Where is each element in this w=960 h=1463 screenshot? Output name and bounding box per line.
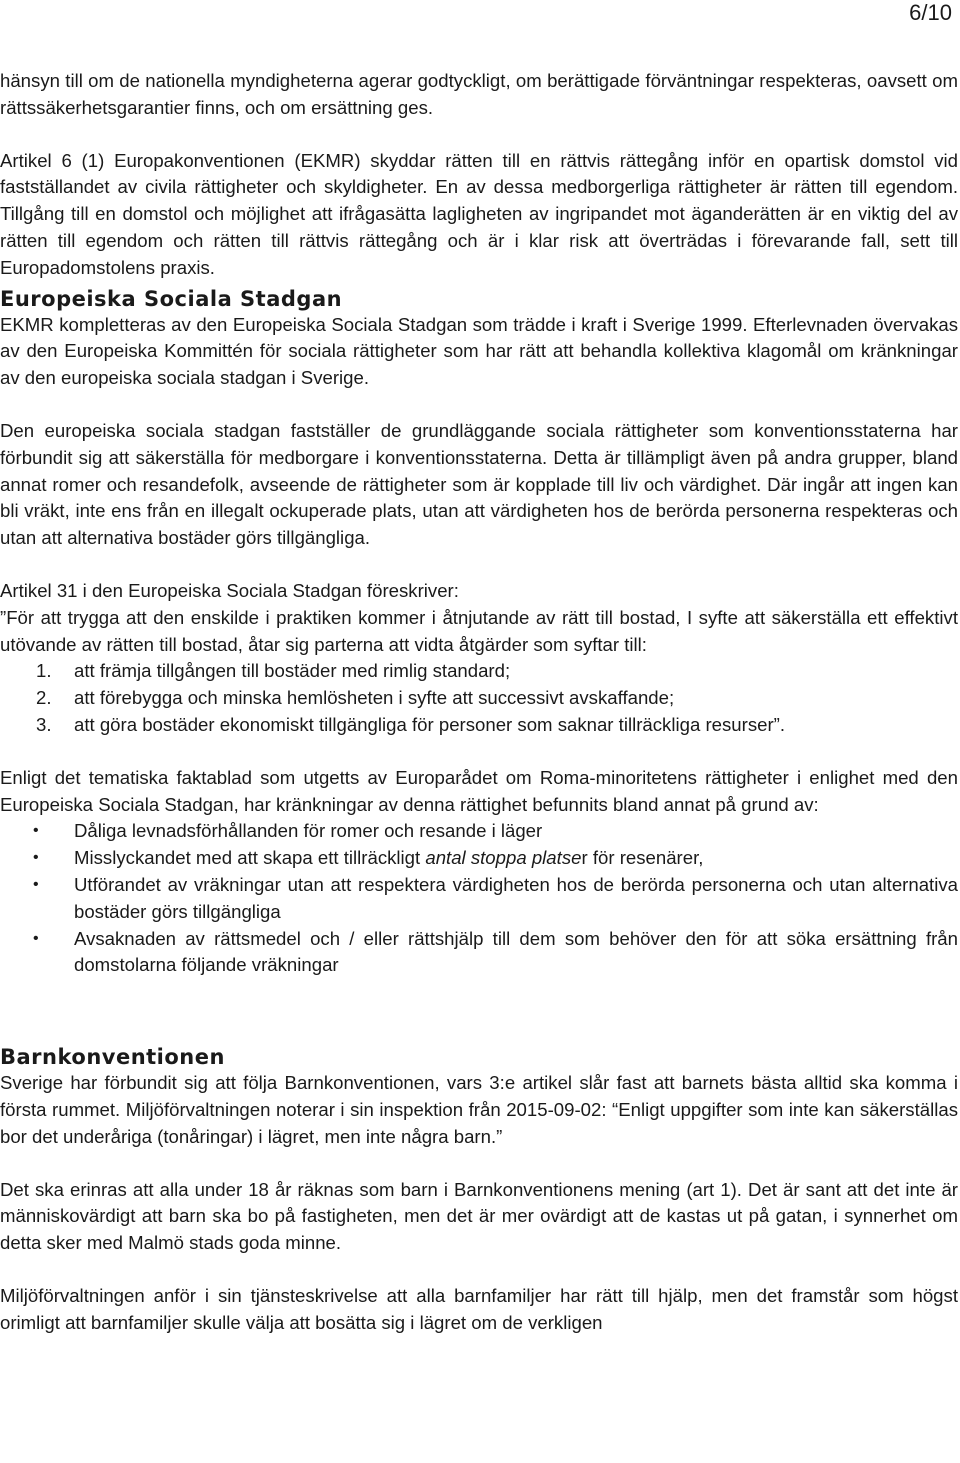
list-number: 1. xyxy=(36,660,52,682)
bullet-icon: • xyxy=(33,929,39,947)
page-number: 6/10 xyxy=(909,0,952,25)
list-item xyxy=(0,658,958,685)
paragraph-intro: hänsyn till om de nationella myndigheterna agerar godtyckligt, om berättigade förväntningar respekteras, oavsett om rättssäkerhetsgarantier finns, och om ersättning ges. xyxy=(0,70,958,118)
list-item xyxy=(0,685,958,712)
document-body xyxy=(0,68,958,1336)
list-item-text-end: r för resenärer, xyxy=(581,847,704,869)
list-item-text-emphasis: antal stoppa platse xyxy=(425,847,582,869)
list-item xyxy=(0,872,958,926)
paragraph-environment-office: Miljöförvaltningen anför i sin tjänsteskrivelse att alla barnfamiljer har rätt till hjälp, men det framstår som högst orimligt att barnfamiljer skulle välja att bosätta sig i lägret om de verkligen xyxy=(0,1284,958,1333)
list-item-text: att förebygga och minska hemlösheten i syfte att successivt avskaffande; xyxy=(74,687,675,709)
list-item-text: att främja tillgången till bostäder med rimlig standard; xyxy=(74,660,511,682)
bullet-icon: • xyxy=(33,875,39,893)
list-item-text: Utförandet av vräkningar utan att respektera värdigheten hos de berörda personerna och utan alternativa bostäder görs tillgängliga xyxy=(74,873,958,922)
bullet-list xyxy=(0,818,958,979)
paragraph-factsheet: Enligt det tematiska faktablad som utgetts av Europarådet om Roma-minoritetens rättigheter i enlighet med den Europeiska Sociala Stadgan, har kränkningar av denna rättighet befunnits bland annat på grund av: xyxy=(0,766,958,815)
list-item-text-start: Misslyckandet med att skapa ett tillräckligt xyxy=(74,847,426,869)
bullet-icon: • xyxy=(33,849,39,867)
paragraph-charter-rights: Den europeiska sociala stadgan fastställer de grundläggande sociala rättigheter som konventionsstaterna har förbundit sig att säkerställa för medborgare i konventionsstaterna. Detta är tillämpligt även på andra grupper, bland annat romer och resandefolk, avseende de rättigheter som är kopplade till liv och värdighet. Där ingår att ingen kan bli vräkt, inte ens från en illegalt ockuperade plats, utan att värdigheten hos de berörda personerna respekteras och utan att alternativa bostäder görs tillgängliga. xyxy=(0,419,958,549)
heading-child-convention: Barnkonventionen xyxy=(0,1045,225,1070)
paragraph-article31-quote: ”För att trygga att den enskilde i praktiken kommer i åtnjutande av rätt till bostad, I syfte att säkerställa ett effektivt utövande av rätten till bostad, åtar sig parterna att vidta åtgärder som syftar till: xyxy=(0,606,958,655)
list-item-text: att göra bostäder ekonomiskt tillgängliga för personer som saknar tillräckliga resurser”. xyxy=(74,713,786,735)
list-item xyxy=(0,712,958,739)
paragraph-article6: Artikel 6 (1) Europakonventionen (EKMR) skyddar rätten till en rättvis rättegång inför en opartisk domstol vid fastställandet av civila rättigheter och skyldigheter. En av dessa medborgerliga rättigheter är rätten till egendom. Tillgång till en domstol och möjlighet att ifrågasätta lagligheten av ingripandet mot äganderätten är en viktig del av rätten till egendom och rätten till rättvis rättegång och är i klar risk att överträdas i förevarande fall, sett till Europadomstolens praxis. xyxy=(0,149,958,278)
numbered-list xyxy=(0,658,958,738)
list-number: 3. xyxy=(36,713,52,735)
heading-european-social-charter: Europeiska Sociala Stadgan xyxy=(0,286,343,311)
paragraph-children-definition: Det ska erinras att alla under 18 år räknas som barn i Barnkonventionens mening (art 1). Det är sant att det inte är människovärdigt att barn ska bo på fastigheten, men det är mer ovärdigt att de kastas ut på gatan, i synnerhet om detta sker med Malmö stads goda minne. xyxy=(0,1178,958,1254)
list-item-text: Dåliga levnadsförhållanden för romer och resande i läger xyxy=(74,820,543,842)
list-item xyxy=(0,926,958,980)
list-item xyxy=(0,845,958,872)
paragraph-article31-intro: Artikel 31 i den Europeiska Sociala Stadgan föreskriver: xyxy=(0,579,459,601)
list-number: 2. xyxy=(36,687,52,709)
list-item xyxy=(0,818,958,845)
list-item-text: Avsaknaden av rättsmedel och / eller rättshjälp till dem som behöver den för att söka ersättning från domstolarna följande vräkningar xyxy=(74,927,958,976)
paragraph-charter-supplement: EKMR kompletteras av den Europeiska Sociala Stadgan som trädde i kraft i Sverige 1999. Efterlevnaden övervakas av den Europeiska Kommittén för sociala rättigheter som har rätt att behandla kollektiva klagomål om kränkningar av den europeiska sociala stadgan i Sverige. xyxy=(0,313,958,389)
bullet-icon: • xyxy=(33,822,39,840)
paragraph-child-convention: Sverige har förbundit sig att följa Barnkonventionen, vars 3:e artikel slår fast att barnets bästa alltid ska komma i första rummet. Miljöförvaltningen noterar i sin inspektion från 2015-09-02: “Enligt uppgifter som inte kan säkerställas bor det underåriga (tonåringar) i lägret, men inte några barn.” xyxy=(0,1072,958,1147)
